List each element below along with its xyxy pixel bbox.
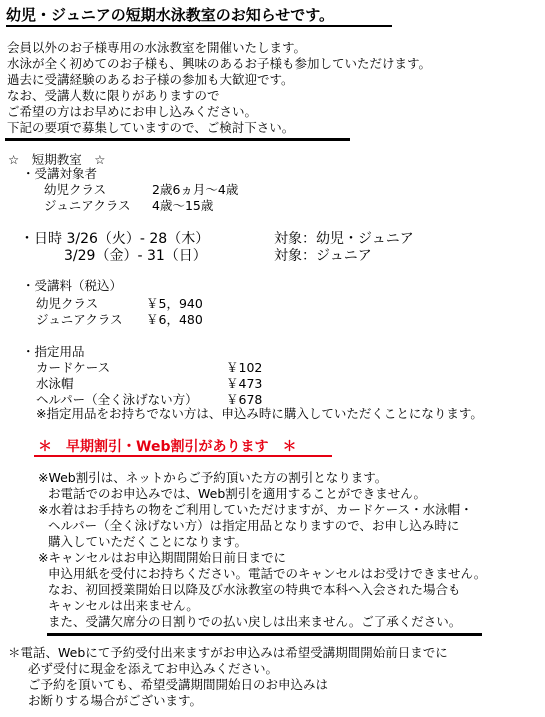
page-title: 幼児・ジュニアの短期水泳教室のお知らせです。 xyxy=(6,6,335,24)
items-note: ※指定用品をお持ちでない方は、申込み時に購入していただくことになります。 xyxy=(36,406,483,421)
intro-line: ご希望の方はお早めにお申し込みください。 xyxy=(7,104,258,119)
footer-line: 必ず受付に現金を添えてお申込みください。 xyxy=(28,661,279,676)
fee-price: ￥6，480 xyxy=(146,312,203,327)
target-class-age: 2歳6ヵ月～4歳 xyxy=(152,182,239,197)
item-price: ￥678 xyxy=(226,392,263,407)
note-line: 申込用紙を受付にお持ちください。電話でのキャンセルはお受けできません。 xyxy=(48,566,487,581)
note-line: なお、初回授業開始日以降及び水泳教室の特典で本科へ入会された場合も xyxy=(48,582,461,597)
intro-line: 水泳が全く初めてのお子様も、興味のあるお子様も参加していただけます。 xyxy=(7,56,432,71)
items-heading: ・指定用品 xyxy=(22,344,85,359)
date-target: 対象：ジュニア xyxy=(274,248,372,264)
note-line: また、受講欠席分の日割りでの払い戻しは出来ません。ご了承ください。 xyxy=(48,614,462,629)
intro-line: 過去に受講経験のあるお子様の参加も大歓迎です。 xyxy=(7,72,294,87)
date-range: ・日時 3/26（火）- 28（木） xyxy=(20,231,210,247)
footer-line: ご予約を頂いても、希望受講期間開始日のお申込みは xyxy=(28,677,329,692)
note-line: ※水着はお手持ちの物をご利用していただけますが、カードケース・水泳帽・ xyxy=(38,502,473,517)
discount-underline xyxy=(34,455,332,457)
intro-divider xyxy=(5,138,350,141)
fee-heading: ・受講料（税込） xyxy=(22,278,123,293)
note-line: 購入していただくことになります。 xyxy=(48,534,248,549)
intro-line: なお、受講人数に限りがありますので xyxy=(7,88,220,103)
notes-divider xyxy=(47,633,482,636)
target-class-name: ジュニアクラス xyxy=(44,198,131,213)
target-heading: ・受講対象者 xyxy=(22,166,98,181)
note-line: キャンセルは出来ません。 xyxy=(48,598,199,613)
discount-banner: ＊ 早期割引・Web割引があります ＊ xyxy=(38,439,297,455)
intro-line: 会員以外のお子様専用の水泳教室を開催いたします。 xyxy=(7,40,307,55)
section-title: ☆ 短期教室 ☆ xyxy=(8,152,106,167)
item-name: カードケース xyxy=(36,360,111,375)
note-line: ※キャンセルはお申込期間開始日前日までに xyxy=(38,550,286,565)
date-range: 3/29（金）- 31（日） xyxy=(64,248,207,264)
item-name: ヘルパー（全く泳げない方） xyxy=(36,392,198,407)
fee-class-name: 幼児クラス xyxy=(36,296,99,311)
intro-line: 下記の要項で募集していますので、ご検討下さい。 xyxy=(7,120,295,135)
target-class-age: 4歳～15歳 xyxy=(152,198,214,213)
note-line: ※Web割引は、ネットからご予約頂いた方の割引となります。 xyxy=(38,470,388,485)
note-line: お電話でのお申込みでは、Web割引を適用することができません。 xyxy=(48,486,427,501)
footer-line: ＊電話、Webにて予約受付出来ますがお申込みは希望受講期間開始前日までに xyxy=(8,645,448,660)
target-class-name: 幼児クラス xyxy=(44,182,107,197)
title-underline xyxy=(6,25,392,27)
date-target: 対象：幼児・ジュニア xyxy=(274,231,414,247)
fee-price: ￥5，940 xyxy=(146,296,203,311)
item-name: 水泳帽 xyxy=(36,376,74,391)
item-price: ￥473 xyxy=(226,376,263,391)
item-price: ￥102 xyxy=(226,360,263,375)
footer-line: お断りする場合がございます。 xyxy=(28,693,203,708)
note-line: ヘルパー（全く泳げない方）は指定用品となりますので、お申し込み時に xyxy=(48,518,460,533)
fee-class-name: ジュニアクラス xyxy=(36,312,123,327)
